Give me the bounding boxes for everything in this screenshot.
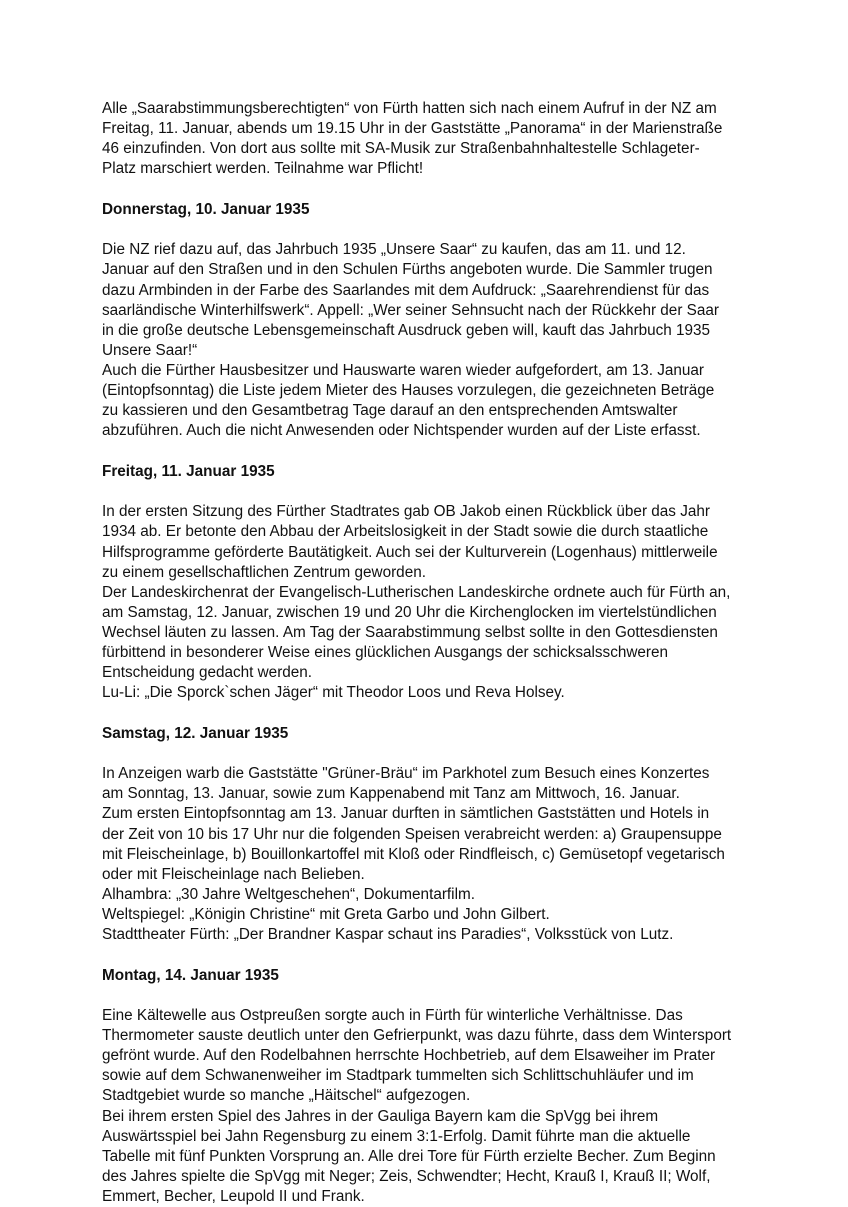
body-paragraph (102, 99, 742, 179)
text-line: Tabelle mit fünf Punkten Vorsprung an. Alle drei Tore für Fürth erzielte Becher. Zum Beginn (102, 1147, 716, 1165)
date-heading: Montag, 14. Januar 1935 (102, 967, 279, 985)
text-line: zu kassieren und den Gesamtbetrag Tage darauf an den entsprechenden Amtswalter (102, 402, 678, 420)
text-line: des Jahres spielte die SpVgg mit Neger; Zeis, Schwendter; Hecht, Krauß I, Krauß II; Wolf, (102, 1167, 711, 1185)
text-line: 46 einzufinden. Von dort aus sollte mit SA-Musik zur Straßenbahnhaltestelle Schlageter- (102, 140, 700, 158)
text-line: abzuführen. Auch die nicht Anwesenden oder Nichtspender wurden auf der Liste erfasst. (102, 422, 701, 440)
date-heading: Donnerstag, 10. Januar 1935 (102, 201, 310, 219)
text-line: Der Landeskirchenrat der Evangelisch-Lutherischen Landeskirche ordnete auch für Fürth an, (102, 583, 731, 601)
body-paragraph (102, 502, 742, 703)
text-line: gefrönt wurde. Auf den Rodelbahnen herrschte Hochbetrieb, auf dem Elsaweiher im Prater (102, 1047, 716, 1065)
text-line: am Sonntag, 13. Januar, sowie zum Kappenabend mit Tanz am Mittwoch, 16. Januar. (102, 785, 680, 803)
date-heading: Freitag, 11. Januar 1935 (102, 463, 275, 481)
text-line: in die große deutsche Lebensgemeinschaft Ausdruck geben will, kauft das Jahrbuch 1935 (102, 321, 711, 339)
text-line: Wechsel läuten zu lassen. Am Tag der Saarabstimmung selbst sollte in den Gottesdiensten (102, 623, 718, 641)
text-line: Lu-Li: „Die Sporck`schen Jäger“ mit Theodor Loos und Reva Holsey. (102, 684, 565, 702)
text-line: In Anzeigen warb die Gaststätte "Grüner-Bräu“ im Parkhotel zum Besuch eines Konzertes (102, 765, 710, 783)
body-paragraph (102, 764, 742, 945)
text-line: der Zeit von 10 bis 17 Uhr nur die folgenden Speisen verabreicht werden: a) Graupensuppe (102, 825, 722, 843)
text-line: Platz marschiert werden. Teilnahme war Pflicht! (102, 160, 424, 178)
text-line: Hilfsprogramme geförderte Bautätigkeit. Auch sei der Kulturverein (Logenhaus) mittlerweile (102, 543, 718, 561)
text-line: Alle „Saarabstimmungsberechtigten“ von Fürth hatten sich nach einem Aufruf in der NZ am (102, 100, 717, 117)
text-line: Stadtgebiet wurde so manche „Häitschel“ aufgezogen. (102, 1087, 471, 1105)
text-line: Auswärtsspiel bei Jahn Regensburg zu einem 3:1-Erfolg. Damit führte man die aktuelle (102, 1127, 691, 1145)
text-line: Unsere Saar!“ (102, 341, 198, 359)
text-line: dazu Armbinden in der Farbe des Saarlandes mit dem Aufdruck: „Saarehrendienst für das (102, 281, 710, 299)
text-line: Januar auf den Straßen und in den Schulen Fürths angeboten wurde. Die Sammler trugen (102, 261, 713, 279)
text-line: Emmert, Becher, Leupold II und Frank. (102, 1187, 365, 1205)
text-line: Freitag, 11. Januar, abends um 19.15 Uhr in der Gaststätte „Panorama“ in der Marienstraße (102, 120, 723, 138)
text-line: In der ersten Sitzung des Fürther Stadtrates gab OB Jakob einen Rückblick über das Jahr (102, 503, 710, 521)
body-paragraph (102, 1006, 742, 1207)
text-line: Bei ihrem ersten Spiel des Jahres in der Gauliga Bayern kam die SpVgg bei ihrem (102, 1107, 659, 1125)
text-line: Auch die Fürther Hausbesitzer und Hauswarte waren wieder aufgefordert, am 13. Januar (102, 361, 704, 379)
text-line: oder mit Fleischeinlage nach Belieben. (102, 865, 365, 883)
document-body (102, 99, 742, 1207)
text-line: Alhambra: „30 Jahre Weltgeschehen“, Dokumentarfilm. (102, 885, 475, 903)
text-line: Zum ersten Eintopfsonntag am 13. Januar durften in sämtlichen Gaststätten und Hotels in (102, 805, 710, 823)
text-line: 1934 ab. Er betonte den Abbau der Arbeitslosigkeit in der Stadt sowie die durch staatliche (102, 523, 709, 541)
text-line: saarländische Winterhilfswerk“. Appell: „Wer seiner Sehnsucht nach der Rückkehr der Saar (102, 301, 719, 319)
text-line: Thermometer sauste deutlich unter den Gefrierpunkt, was dazu führte, dass dem Wintersport (102, 1027, 732, 1045)
text-line: Stadttheater Fürth: „Der Brandner Kaspar schaut ins Paradies“, Volksstück von Lutz. (102, 926, 674, 943)
date-heading: Samstag, 12. Januar 1935 (102, 725, 289, 743)
text-line: (Eintopfsonntag) die Liste jedem Mieter des Hauses vorzulegen, die gezeichneten Beträge (102, 382, 715, 400)
text-line: Weltspiegel: „Königin Christine“ mit Greta Garbo und John Gilbert. (102, 905, 550, 923)
text-line: fürbittend in besonderer Weise eines glücklichen Ausgangs der schicksalsschweren (102, 643, 669, 661)
text-line: Entscheidung gedacht werden. (102, 664, 313, 682)
text-line: Die NZ rief dazu auf, das Jahrbuch 1935 „Unsere Saar“ zu kaufen, das am 11. und 12. (102, 241, 686, 259)
text-line: sowie auf dem Schwanenweiher im Stadtpark tummelten sich Schlittschuhläufer und im (102, 1067, 694, 1085)
text-line: am Samstag, 12. Januar, zwischen 19 und 20 Uhr die Kirchenglocken im viertelstündlichen (102, 603, 717, 621)
text-line: Eine Kältewelle aus Ostpreußen sorgte auch in Fürth für winterliche Verhältnisse. Das (102, 1007, 683, 1025)
text-line: zu einem gesellschaftlichen Zentrum geworden. (102, 563, 426, 581)
body-paragraph (102, 240, 742, 441)
text-line: mit Fleischeinlage, b) Bouillonkartoffel mit Kloß oder Rindfleisch, c) Gemüsetopf vegetarisch (102, 845, 725, 863)
